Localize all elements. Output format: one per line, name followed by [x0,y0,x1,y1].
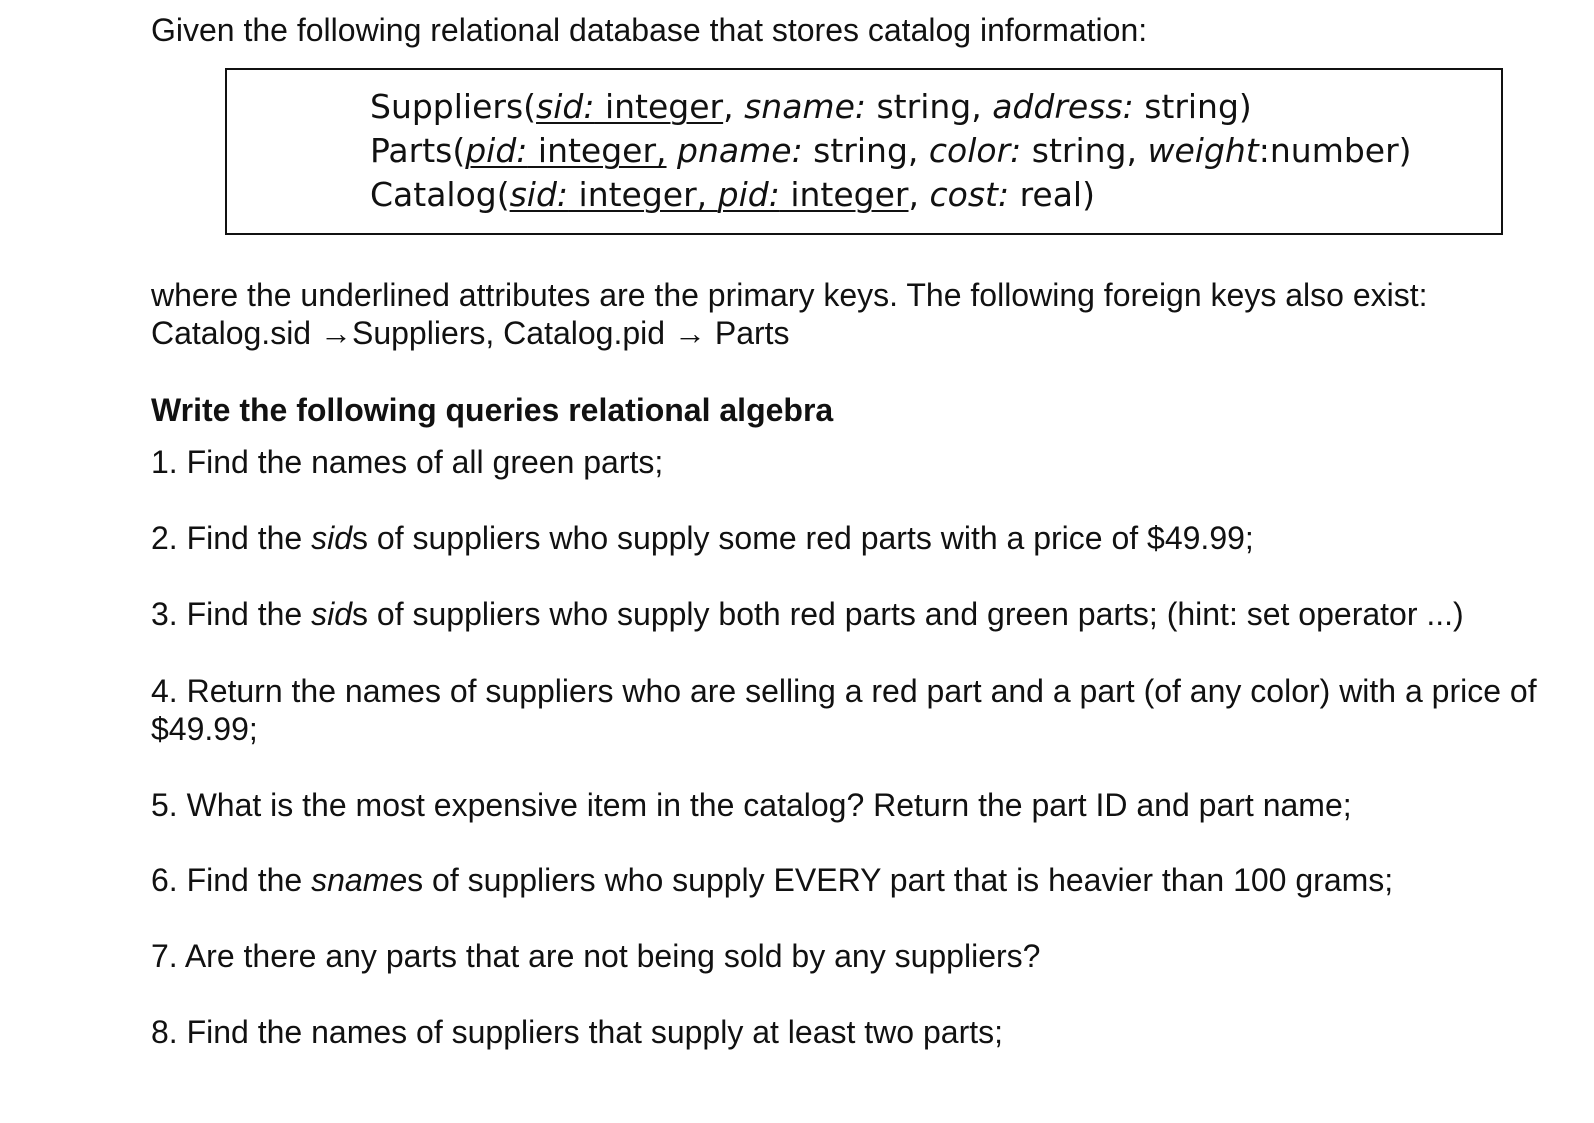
relation-name: Parts( [370,131,466,170]
relation-name: Suppliers( [370,87,537,126]
foreign-keys-line-2: Catalog.sid →Suppliers, Catalog.pid → Parts [151,315,790,351]
attribute-name: cost: [929,175,1010,214]
schema-lines [370,85,1412,217]
intro-text: Given the following relational database that stores catalog information: [151,12,1148,48]
question-4: 4. Return the names of suppliers who are selling a red part and a part (of any color) with a price of $49.99; [151,673,1537,747]
attribute-name: color: [928,131,1022,170]
attribute-name: pname: [677,131,803,170]
question-1: 1. Find the names of all green parts; [151,444,664,480]
schema-parts: Parts(pid: integer, pname: string, color: string, weight:number) [370,131,1412,170]
foreign-keys-line-1: where the underlined attributes are the primary keys. The following foreign keys also exist: [151,277,1428,313]
primary-key: sid: integer, pid: integer [509,175,909,214]
question-2: 2. Find the sids of suppliers who supply some red parts with a price of $49.99; [151,520,1254,556]
schema-suppliers: Suppliers(sid: integer, sname: string, address: string) [370,87,1252,126]
question-7: 7. Are there any parts that are not being sold by any suppliers? [151,938,1041,974]
question-3: 3. Find the sids of suppliers who supply both red parts and green parts; (hint: set operator ...) [151,596,1464,632]
question-5: 5. What is the most expensive item in the catalog? Return the part ID and part name; [151,787,1352,823]
foreign-keys-paragraph [151,276,1428,352]
attribute-name: weight [1147,131,1259,170]
primary-key: sid: integer [536,87,724,126]
section-heading: Write the following queries relational algebra [151,392,834,428]
question-6: 6. Find the snames of suppliers who supply EVERY part that is heavier than 100 grams; [151,862,1394,898]
schema-catalog: Catalog(sid: integer, pid: integer, cost: real) [370,175,1095,214]
relation-name: Catalog( [370,175,510,214]
attribute-name: address: [992,87,1134,126]
schema-box [225,68,1503,235]
question-8: 8. Find the names of suppliers that supply at least two parts; [151,1014,1003,1050]
attribute-name: sname: [744,87,866,126]
primary-key: pid: integer, [465,131,667,170]
